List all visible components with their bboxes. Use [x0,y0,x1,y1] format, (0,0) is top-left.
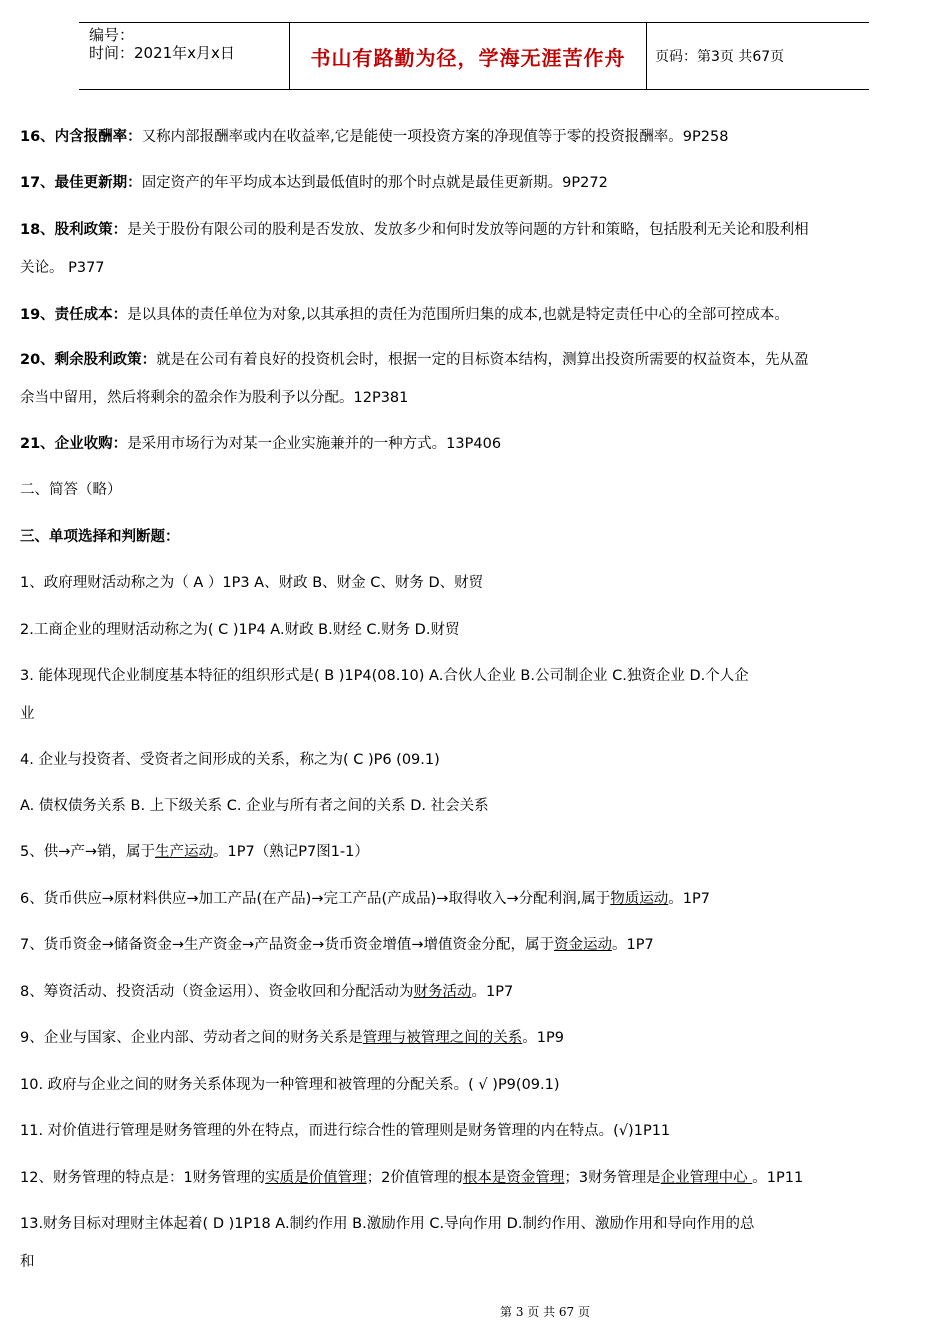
answer-underlined: 管理与被管理之间的关系 [362,1030,523,1046]
number-label: 编号： [89,26,135,44]
question-11: 11. 对价值进行管理是财务管理的外在特点，而进行综合性的管理则是财务管理的内在特点。(√)1P11 [20,1123,671,1139]
text: 7、货币资金→储备资金→生产资金→产品资金→货币资金增值→增值资金分配，属于 [20,937,554,953]
question-4-options: A. 债权债务关系 B. 上下级关系 C. 企业与所有者之间的关系 D. 社会关系 [20,798,489,814]
header-page-info: 页码：第3页 共67页 [647,23,870,90]
question-1: 1、政府理财活动称之为（ A ）1P3 A、财政 B、财金 C、财务 D、财贸 [20,575,484,591]
header-meta [79,23,290,90]
text: 。1P7 [471,984,514,1000]
definition-20 [20,350,930,370]
text: 是采用市场行为对某一企业实施兼并的一种方式。13P406 [127,436,502,452]
text: 。1P11 [752,1170,804,1186]
text: 是以具体的责任单位为对象,以其承担的责任为范围所归集的成本,也就是特定责任中心的全部可控成本。 [127,307,789,323]
question-5 [20,842,930,862]
question-3-cont: 业 [20,706,35,722]
question-13-cont: 和 [20,1254,35,1270]
definition-21 [20,434,930,454]
term: 18、股利政策： [20,222,128,238]
text: 固定资产的年平均成本达到最低值时的那个时点就是最佳更新期。9P272 [141,175,608,191]
definition-17 [20,173,930,193]
text: 12、财务管理的特点是：1财务管理的 [20,1170,266,1186]
text: 。1P7 [668,891,710,907]
term: 20、剩余股利政策： [20,352,157,368]
text: 6、货币供应→原材料供应→加工产品(在产品)→完工产品(产成品)→取得收入→分配利润,属于 [20,891,611,907]
question-3: 3. 能体现现代企业制度基本特征的组织形式是( B )1P4(08.10) A.合伙人企业 B.公司制企业 C.独资企业 D.个人企 [20,668,749,684]
answer-underlined: 企业管理中心 [660,1170,753,1186]
term: 19、责任成本： [20,307,128,323]
header-motto-cell [290,23,647,90]
question-9 [20,1028,930,1048]
term: 17、最佳更新期： [20,175,142,191]
page-footer: 第 3 页 共 67 页 [500,1305,590,1319]
definition-18-cont: 关论。 P377 [20,260,105,276]
text: 。1P9 [522,1030,564,1046]
header-motto: 书山有路勤为径，学海无涯苦作舟 [310,45,626,70]
text: 就是在公司有着良好的投资机会时，根据一定的目标资本结构，测算出投资所需要的权益资本，先从盈 [156,352,809,368]
text: ；2价值管理的 [366,1170,463,1186]
definition-20-cont: 余当中留用，然后将剩余的盈余作为股利予以分配。12P381 [20,390,409,406]
section-2-heading: 二、简答（略） [20,482,122,498]
answer-underlined: 实质是价值管理 [265,1170,367,1186]
answer-underlined: 资金运动 [553,937,612,953]
definition-18 [20,220,930,240]
term: 16、内含报酬率： [20,129,142,145]
time-label: 时间：2021年x月x日 [89,44,235,62]
answer-underlined: 生产运动 [155,844,214,860]
text: 。1P7 [611,937,654,953]
answer-underlined: 根本是资金管理 [462,1170,565,1186]
question-6 [20,889,930,909]
answer-underlined: 物质运动 [610,891,669,907]
text: 8、筹资活动、投资活动（资金运用）、资金收回和分配活动为 [20,984,414,1000]
text: ；3财务管理是 [564,1170,661,1186]
question-10: 10. 政府与企业之间的财务关系体现为一种管理和被管理的分配关系。( √ )P9(09.1) [20,1077,560,1093]
question-7 [20,935,930,955]
question-13: 13.财务目标对理财主体起着( D )1P18 A.制约作用 B.激励作用 C.导向作用 D.制约作用、激励作用和导向作用的总 [20,1216,755,1232]
term: 21、企业收购： [20,436,128,452]
section-3-heading: 三、单项选择和判断题： [20,529,180,545]
answer-underlined: 财务活动 [413,984,472,1000]
header-table [79,22,869,90]
text: 又称内部报酬率或内在收益率,它是能使一项投资方案的净现值等于零的投资报酬率。9P258 [141,129,729,145]
definition-16 [20,127,930,147]
text: 5、供→产→销，属于 [20,844,156,860]
question-8 [20,982,930,1002]
question-2: 2.工商企业的理财活动称之为( C )1P4 A.财政 B.财经 C.财务 D.财贸 [20,622,460,638]
question-4: 4. 企业与投资者、受资者之间形成的关系，称之为( C )P6 (09.1) [20,752,440,768]
text: 9、企业与国家、企业内部、劳动者之间的财务关系是 [20,1030,363,1046]
question-12 [20,1168,930,1188]
definition-19 [20,305,930,325]
text: 是关于股份有限公司的股利是否发放、发放多少和何时发放等问题的方针和策略，包括股利无关论和股利相 [127,222,809,238]
text: 。1P7（熟记P7图1-1） [213,844,369,860]
